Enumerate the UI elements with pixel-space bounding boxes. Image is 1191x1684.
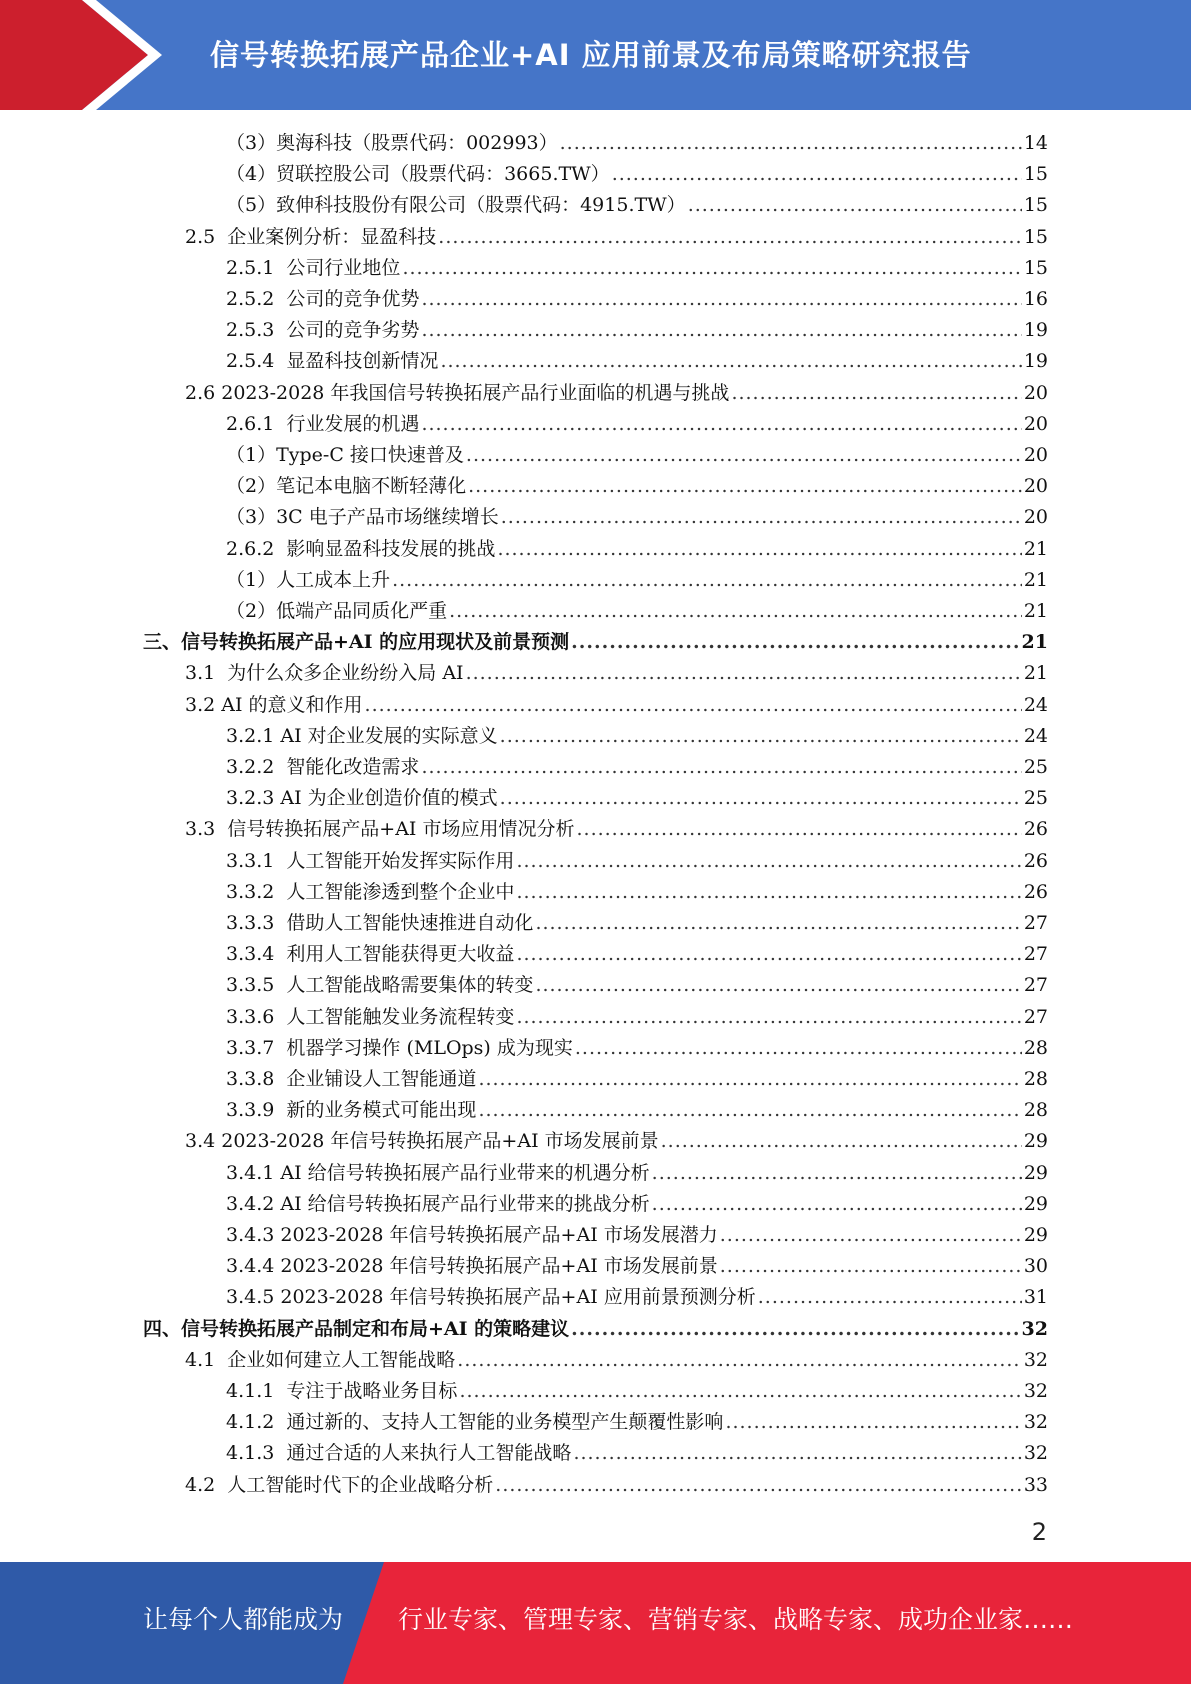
- toc-entry-page: 21: [1023, 568, 1048, 591]
- toc-entry[interactable]: [185, 814, 1048, 845]
- toc-entry[interactable]: [143, 1314, 1048, 1345]
- toc-entry-page: 20: [1023, 444, 1048, 466]
- toc-entry-page: 29: [1023, 1224, 1048, 1246]
- toc-entry-page: 24: [1023, 693, 1048, 716]
- toc-entry-label: （3）奥海科技（股票代码：002993）: [226, 132, 558, 154]
- toc-entry-label: 4.1.2 通过新的、支持人工智能的业务模型产生颠覆性影响: [226, 1411, 724, 1434]
- toc-entry-label: 2.5.1 公司行业地位: [226, 256, 401, 279]
- toc-entry-page: 27: [1023, 943, 1048, 966]
- toc-entry[interactable]: [226, 502, 1048, 533]
- toc-entry[interactable]: [185, 1345, 1048, 1376]
- toc-leader-dots: [516, 846, 1021, 877]
- toc-entry-page: 24: [1023, 724, 1048, 747]
- toc-entry-label: 2.6.1 行业发展的机遇: [226, 412, 420, 435]
- toc-entry-page: 32: [1021, 1317, 1048, 1340]
- toc-leader-dots: [720, 1251, 1022, 1282]
- toc-leader-dots: [500, 721, 1022, 752]
- toc-entry[interactable]: [226, 877, 1048, 908]
- toc-entry-label: 3.4 2023-2028 年信号转换拓展产品+AI 市场发展前景: [185, 1130, 659, 1153]
- toc-entry-page: 32: [1023, 1442, 1048, 1465]
- toc-entry-label: 三、信号转换拓展产品+AI 的应用现状及前景预测: [143, 631, 570, 654]
- toc-entry-label: 3.3 信号转换拓展产品+AI 市场应用情况分析: [185, 818, 575, 841]
- toc-entry-page: 15: [1023, 194, 1048, 217]
- toc-leader-dots: [612, 159, 1022, 190]
- toc-entry-label: 3.3.8 企业铺设人工智能通道: [226, 1068, 477, 1090]
- toc-entry[interactable]: [226, 409, 1048, 440]
- footer-band: [0, 1562, 1191, 1684]
- toc-entry[interactable]: [226, 253, 1048, 284]
- toc-entry-page: 20: [1023, 475, 1048, 498]
- toc-entry[interactable]: [226, 908, 1048, 939]
- page-number: 2: [1031, 1518, 1047, 1546]
- toc-entry[interactable]: [185, 690, 1048, 721]
- toc-entry-page: 27: [1023, 1005, 1048, 1028]
- toc-entry[interactable]: [226, 1189, 1048, 1220]
- toc-entry-label: （2）低端产品同质化严重: [226, 600, 448, 622]
- toc-leader-dots: [457, 1345, 1022, 1376]
- toc-leader-dots: [661, 1126, 1022, 1157]
- toc-leader-dots: [466, 440, 1022, 471]
- toc-entry-page: 29: [1023, 1161, 1048, 1184]
- toc-entry[interactable]: [226, 939, 1048, 970]
- toc-entry-label: 3.3.9 新的业务模式可能出现: [226, 1099, 477, 1122]
- toc-leader-dots: [466, 658, 1022, 689]
- toc-entry-label: 4.1.1 专注于战略业务目标: [226, 1380, 458, 1402]
- toc-entry-label: （3）3C 电子产品市场继续增长: [226, 506, 499, 529]
- toc-entry-page: 19: [1023, 319, 1048, 342]
- toc-entry[interactable]: [185, 378, 1048, 409]
- toc-entry-label: 2.5 企业案例分析：显盈科技: [185, 225, 437, 248]
- toc-entry[interactable]: [226, 534, 1048, 565]
- toc-entry-label: 3.4.4 2023-2028 年信号转换拓展产品+AI 市场发展前景: [226, 1255, 718, 1278]
- toc-entry[interactable]: [226, 440, 1048, 471]
- toc-leader-dots: [501, 502, 1022, 533]
- toc-entry[interactable]: [226, 1064, 1048, 1095]
- footer-slogan-right: 行业专家、管理专家、营销专家、战略专家、成功企业家……: [398, 1605, 1074, 1634]
- toc-entry[interactable]: [143, 627, 1048, 658]
- toc-entry[interactable]: [226, 565, 1048, 596]
- report-title: 信号转换拓展产品企业+AI 应用前景及布局策略研究报告: [210, 38, 972, 72]
- toc-entry-page: 16: [1023, 288, 1048, 310]
- toc-leader-dots: [497, 534, 1021, 565]
- toc-entry-label: 3.3.7 机器学习操作 (MLOps) 成为现实: [226, 1036, 573, 1059]
- toc-entry-page: 32: [1023, 1348, 1048, 1371]
- toc-entry-label: 4.1.3 通过合适的人来执行人工智能战略: [226, 1442, 572, 1465]
- toc-entry-page: 14: [1023, 132, 1048, 154]
- toc-entry-page: 28: [1023, 1036, 1048, 1059]
- toc-entry-label: 2.5.4 显盈科技创新情况: [226, 350, 439, 373]
- toc-entry-page: 32: [1023, 1380, 1048, 1402]
- toc-entry[interactable]: [226, 783, 1048, 814]
- toc-entry-label: 2.5.3 公司的竞争劣势: [226, 319, 420, 342]
- toc-entry-label: （1）Type-C 接口快速普及: [226, 444, 464, 466]
- toc-entry[interactable]: [226, 721, 1048, 752]
- toc-entry-label: 3.2.2 智能化改造需求: [226, 756, 420, 778]
- toc-entry-label: 2.6.2 影响显盈科技发展的挑战: [226, 537, 496, 560]
- toc-entry-label: 四、信号转换拓展产品制定和布局+AI 的策略建议: [143, 1317, 570, 1340]
- toc-entry-label: 3.3.3 借助人工智能快速推进自动化: [226, 912, 534, 934]
- toc-entry[interactable]: [226, 346, 1048, 377]
- toc-entry-label: 4.1 企业如何建立人工智能战略: [185, 1348, 456, 1371]
- toc-leader-dots: [421, 315, 1021, 346]
- toc-entry-page: 26: [1023, 849, 1048, 872]
- toc-leader-dots: [440, 346, 1021, 377]
- toc-entry-label: 3.4.3 2023-2028 年信号转换拓展产品+AI 市场发展潜力: [226, 1224, 718, 1246]
- toc-entry-page: 15: [1023, 225, 1048, 248]
- toc-entry-label: 3.4.5 2023-2028 年信号转换拓展产品+AI 应用前景预测分析: [226, 1286, 756, 1309]
- toc-leader-dots: [571, 1314, 1019, 1345]
- toc-leader-dots: [576, 814, 1021, 845]
- toc-entry[interactable]: [185, 1126, 1048, 1157]
- toc-entry[interactable]: [226, 752, 1048, 783]
- toc-leader-dots: [478, 1064, 1021, 1095]
- toc-entry-label: 3.4.2 AI 给信号转换拓展产品行业带来的挑战分析: [226, 1192, 650, 1215]
- toc-leader-dots: [575, 1033, 1022, 1064]
- toc-entry[interactable]: [226, 1407, 1048, 1438]
- toc-entry-page: 15: [1023, 163, 1048, 186]
- toc-entry[interactable]: [226, 1033, 1048, 1064]
- toc-entry-page: 21: [1021, 631, 1048, 654]
- toc-entry-page: 25: [1023, 787, 1048, 810]
- toc-entry[interactable]: [226, 970, 1048, 1001]
- toc-entry-page: 29: [1023, 1130, 1048, 1153]
- toc-entry[interactable]: [226, 1002, 1048, 1033]
- toc-entry[interactable]: [226, 128, 1048, 159]
- toc-entry[interactable]: [226, 471, 1048, 502]
- toc-leader-dots: [652, 1189, 1022, 1220]
- toc-entry-label: 3.3.2 人工智能渗透到整个企业中: [226, 880, 515, 903]
- toc-leader-dots: [402, 253, 1021, 284]
- toc-entry-label: 3.1 为什么众多企业纷纷入局 AI: [185, 662, 464, 685]
- toc-entry-page: 20: [1023, 381, 1048, 404]
- toc-leader-dots: [516, 939, 1021, 970]
- toc-entry-page: 29: [1023, 1192, 1048, 1215]
- toc-leader-dots: [468, 471, 1022, 502]
- toc-entry-label: 3.3.1 人工智能开始发挥实际作用: [226, 849, 515, 872]
- toc-entry-label: 3.2.3 AI 为企业创造价值的模式: [226, 787, 498, 810]
- toc-entry[interactable]: [185, 658, 1048, 689]
- toc-leader-dots: [421, 284, 1021, 315]
- header-band: [0, 0, 1191, 110]
- toc-leader-dots: [535, 970, 1021, 1001]
- toc-leader-dots: [731, 378, 1021, 409]
- toc-entry[interactable]: [226, 596, 1048, 627]
- toc-entry-page: 20: [1023, 506, 1048, 529]
- toc-entry[interactable]: [226, 190, 1048, 221]
- toc-entry-label: 3.2 AI 的意义和作用: [185, 693, 363, 716]
- toc-entry-page: 26: [1023, 880, 1048, 903]
- toc-leader-dots: [535, 908, 1021, 939]
- toc-leader-dots: [392, 565, 1022, 596]
- toc-entry-label: （2）笔记本电脑不断轻薄化: [226, 475, 467, 498]
- toc-entry[interactable]: [185, 1470, 1048, 1501]
- toc-leader-dots: [571, 627, 1019, 658]
- toc-leader-dots: [438, 222, 1022, 253]
- toc-leader-dots: [421, 752, 1021, 783]
- toc-entry-page: 28: [1023, 1099, 1048, 1122]
- toc-entry[interactable]: [185, 222, 1048, 253]
- toc-leader-dots: [516, 1002, 1021, 1033]
- toc-entry-label: 2.5.2 公司的竞争优势: [226, 288, 420, 310]
- toc-leader-dots: [516, 877, 1021, 908]
- toc-entry[interactable]: [226, 846, 1048, 877]
- toc-entry-label: 2.6 2023-2028 年我国信号转换拓展产品行业面临的机遇与挑战: [185, 381, 730, 404]
- toc-leader-dots: [500, 783, 1022, 814]
- toc-entry[interactable]: [226, 159, 1048, 190]
- toc-entry[interactable]: [226, 284, 1048, 315]
- toc-entry-page: 32: [1023, 1411, 1048, 1434]
- toc-leader-dots: [720, 1220, 1022, 1251]
- toc-entry[interactable]: [226, 315, 1048, 346]
- toc-leader-dots: [459, 1376, 1021, 1407]
- toc-entry-page: 21: [1023, 662, 1048, 685]
- toc-entry-label: 3.3.6 人工智能触发业务流程转变: [226, 1005, 515, 1028]
- toc-entry-page: 21: [1023, 537, 1048, 560]
- toc-leader-dots: [652, 1158, 1022, 1189]
- toc-entry-page: 20: [1023, 412, 1048, 435]
- toc-leader-dots: [495, 1470, 1022, 1501]
- toc-entry[interactable]: [226, 1438, 1048, 1469]
- toc-entry-label: 3.3.4 利用人工智能获得更大收益: [226, 943, 515, 966]
- toc-leader-dots: [725, 1407, 1021, 1438]
- toc-entry-label: 3.4.1 AI 给信号转换拓展产品行业带来的机遇分析: [226, 1161, 650, 1184]
- toc-entry-label: （1）人工成本上升: [226, 568, 391, 591]
- toc-entry-label: （4）贸联控股公司（股票代码：3665.TW）: [226, 163, 610, 186]
- toc-entry-label: （5）致伸科技股份有限公司（股票代码：4915.TW）: [226, 194, 686, 217]
- toc-entry-label: 3.2.1 AI 对企业发展的实际意义: [226, 724, 498, 747]
- toc-entry-label: 3.3.5 人工智能战略需要集体的转变: [226, 974, 534, 997]
- toc-entry[interactable]: [226, 1376, 1048, 1407]
- toc-entry-page: 27: [1023, 912, 1048, 934]
- toc-entry-label: 4.2 人工智能时代下的企业战略分析: [185, 1473, 494, 1496]
- toc-entry-page: 30: [1023, 1255, 1048, 1278]
- toc-leader-dots: [560, 128, 1022, 159]
- toc-leader-dots: [758, 1282, 1022, 1313]
- toc-entry[interactable]: [226, 1158, 1048, 1189]
- toc-entry[interactable]: [226, 1251, 1048, 1282]
- toc-entry-page: 31: [1023, 1286, 1048, 1309]
- toc-leader-dots: [478, 1095, 1021, 1126]
- toc-entry[interactable]: [226, 1095, 1048, 1126]
- toc-entry-page: 21: [1023, 600, 1048, 622]
- toc-leader-dots: [688, 190, 1022, 221]
- toc-leader-dots: [421, 409, 1021, 440]
- toc-entry[interactable]: [226, 1220, 1048, 1251]
- toc-leader-dots: [573, 1438, 1021, 1469]
- toc-entry-page: 25: [1023, 756, 1048, 778]
- toc-entry[interactable]: [226, 1282, 1048, 1313]
- toc-entry-page: 27: [1023, 974, 1048, 997]
- toc-entry-page: 19: [1023, 350, 1048, 373]
- footer-slogan-left: 让每个人都能成为: [143, 1605, 344, 1634]
- toc-entry-page: 15: [1023, 256, 1048, 279]
- toc-leader-dots: [449, 596, 1022, 627]
- toc-leader-dots: [365, 690, 1022, 721]
- toc-entry-page: 26: [1023, 818, 1048, 841]
- toc-entry-page: 33: [1023, 1473, 1048, 1496]
- toc-entry-page: 28: [1023, 1068, 1048, 1090]
